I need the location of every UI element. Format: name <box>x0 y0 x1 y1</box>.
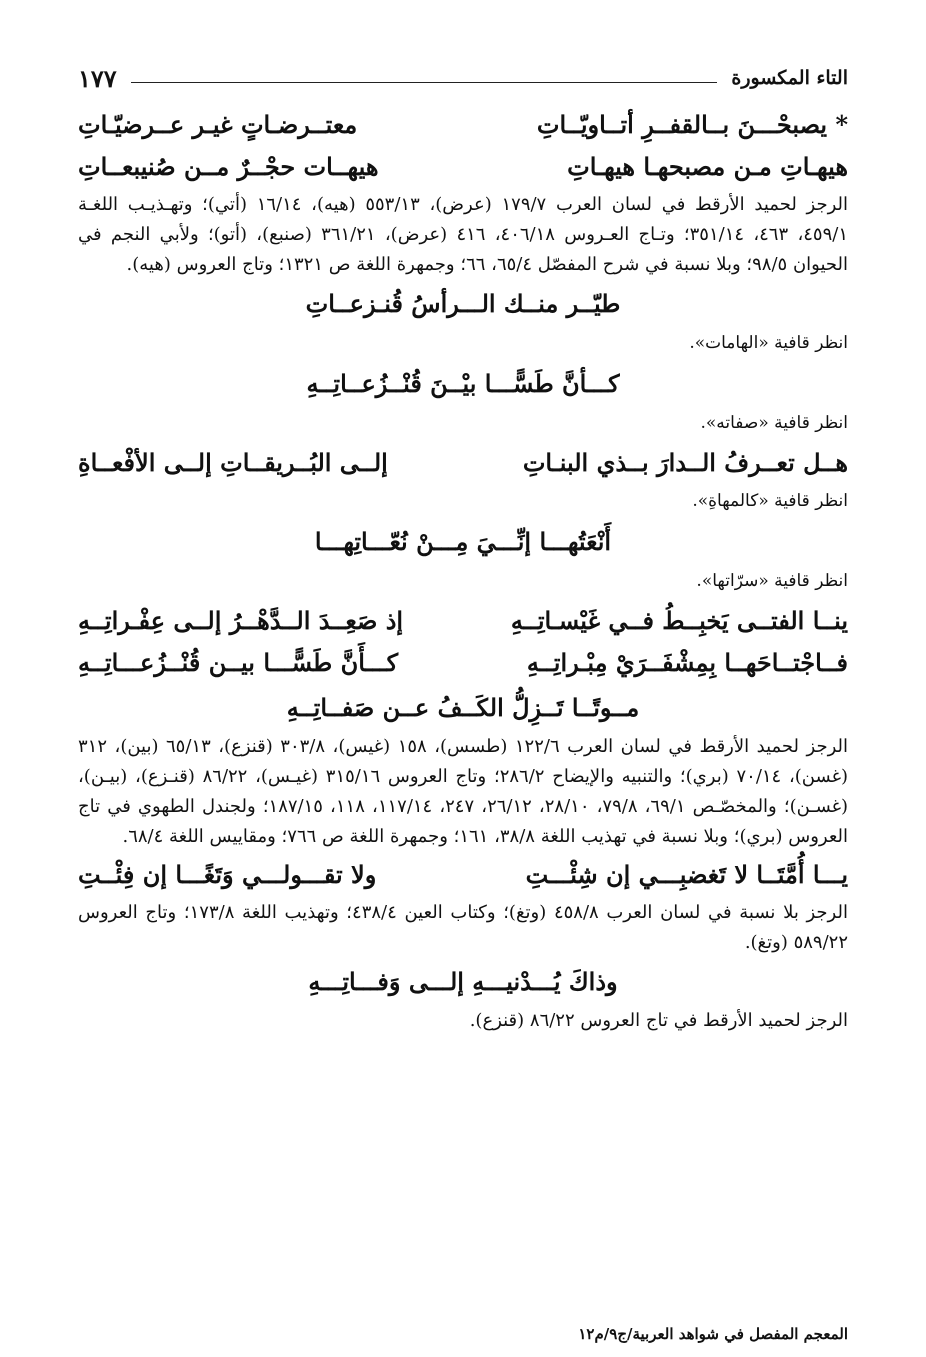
verse-single: كـــأنَّ طَسًّـــا بيْــنَ قُنْــزُعــاتِــهِ <box>306 369 620 398</box>
verse-single: وذاكَ يُـــدْنيـــهِ إلـــى وَفـــاتِـــهِ <box>308 967 618 996</box>
header-rule <box>131 82 718 83</box>
page-number: ١٧٧ <box>78 63 117 93</box>
verse-second-hemistich: هيهــات حجْــرٌ مــن صُنيبعــاتِ <box>78 152 379 181</box>
citation-paragraph: الرجز لحميد الأرقط في تاج العروس ٨٦/٢٢ (قنزع). <box>469 1010 848 1031</box>
verse-first-hemistich: هــل تعــرفُ الــدارَ بــذي البنـاتِ <box>522 448 848 477</box>
cross-reference: انظر قافية «صفاته». <box>700 413 848 433</box>
verse-second-hemistich: ولا تقـــولـــي وَتَغًـــا إن فِئْــتِ <box>78 860 377 889</box>
verse-couplet <box>78 146 848 188</box>
verse-first-hemistich: فــاجْتــاحَهــا بِمِشْفَــرَيْ مِبْـراتِــهِ <box>526 648 848 677</box>
verse-single: مــوتًــا تَــزِلُّ الكَــفُ عــن صَفــاتِــهِ <box>286 693 640 722</box>
verse-first-hemistich: ينــا الفتــى يَخبِــطُ فــي غَيْسـاتِــهِ <box>510 606 848 635</box>
citation-paragraph: الرجز بلا نسبة في لسان العرب ٤٥٨/٨ (وتغ)؛ وكتاب العين ٤٣٨/٤؛ وتهذيب اللغة ١٧٣/٨؛ وتاج العروس ٥٨٩/٢٢ (وتغ). <box>78 902 848 953</box>
verse-couplet <box>78 854 848 896</box>
verse-couplet <box>78 600 848 642</box>
verse-second-hemistich: إذ صَعِــدَ الــدَّهْــرُ إلــى عِفْـراتِــهِ <box>78 606 404 635</box>
citation-paragraph: الرجز لحميد الأرقط في لسان العرب ١٢٢/٦ (طسس)، ١٥٨ (غيس)، ٣٠٣/٨ (قنزع)، ٦٥/١٣ (بين)، ٣١٢ (غسن)، ٧٠/١٤ (بري)؛ والتنبيه والإيضاح ٢٨٦/٢؛ وتاج العروس ٣١٥/١٦ (غيـس)، ٨٦/٢٢ (قنـزع)، (بيـن)، (غسـن)؛ والمخصّـص ٦٩/١، ٧٩/٨، ٢٨/١٠، ٢٦/١٢، ٢٤٧، ١١٧/١٤، ١١٨، ١٨٧/١٥؛ ولجندل الطهوي في تاج العروس (بري)؛ وبلا نسبة في تهذيب اللغة ٣٨/٨، ١٦١؛ وجمهرة اللغة ص ٧٦٦؛ ومقاييس اللغة ٦٨/٤. <box>78 736 849 847</box>
verse-first-hemistich: يـــا أُمَّتَــا لا تَغضبِـــي إن شِئْـــتِ <box>525 860 848 889</box>
chapter-title: التاء المكسورة <box>731 67 848 89</box>
verse-second-hemistich: معتــرضـاتٍ غيـر عــرضيّـاتِ <box>78 110 358 139</box>
verse-single: طيّــر منــك الـــرأسُ قُنـزعــاتِ <box>305 289 621 318</box>
verse-couplet <box>78 104 848 146</box>
verse-couplet <box>78 642 848 684</box>
cross-reference: انظر قافية «كالمهاةِ». <box>692 491 848 511</box>
verse-single: أَنْعَتُهـــا إنِّـــيَ مِـــنْ نُعّـــاتِهـــا <box>314 527 612 556</box>
verse-couplet <box>78 442 848 484</box>
verse-first-hemistich: هيهـاتِ مـن مصبحهـا هيهـاتِ <box>567 152 848 181</box>
verse-second-hemistich: إلــى البُــريقــاتِ إلــى الأفْعــاةِ <box>78 448 388 477</box>
cross-reference: انظر قافية «سرّاتها». <box>696 571 848 591</box>
page-header <box>78 58 848 98</box>
page-footer: المعجم المفصل في شواهد العربية/ج٩/م١٢ <box>578 1325 848 1343</box>
cross-reference: انظر قافية «الهامات». <box>689 333 848 353</box>
citation-paragraph: الرجز لحميد الأرقط في لسان العرب ١٧٩/٧ (عرض)، ٥٥٣/١٣ (هيه)، ١٦/١٤ (أتي)؛ وتهـذيـب اللغـة ٤٥٩/١، ٤٦٣، ٣٥١/١٤؛ وتـاج العـروس ٤٠٦/١٨، ٤١٦ (عرض)، ٣٦١/٢١ (صنبع)، (أتو)؛ ولأبي النجم في الحيوان ٩٨/٥؛ وبلا نسبة في شرح المفصّل ٦٥/٤، ٦٦؛ وجمهرة اللغة ص ١٣٢١؛ وتاج العروس (هيه). <box>78 194 848 275</box>
verse-second-hemistich: كـــأَنَّ طَسًّـــا بيــن قُنْــزُعـــاتِــهِ <box>78 648 399 677</box>
verse-first-hemistich: * يصبحْـــنَ بــالقفــرِ أتــاويّــاتِ <box>536 110 848 139</box>
